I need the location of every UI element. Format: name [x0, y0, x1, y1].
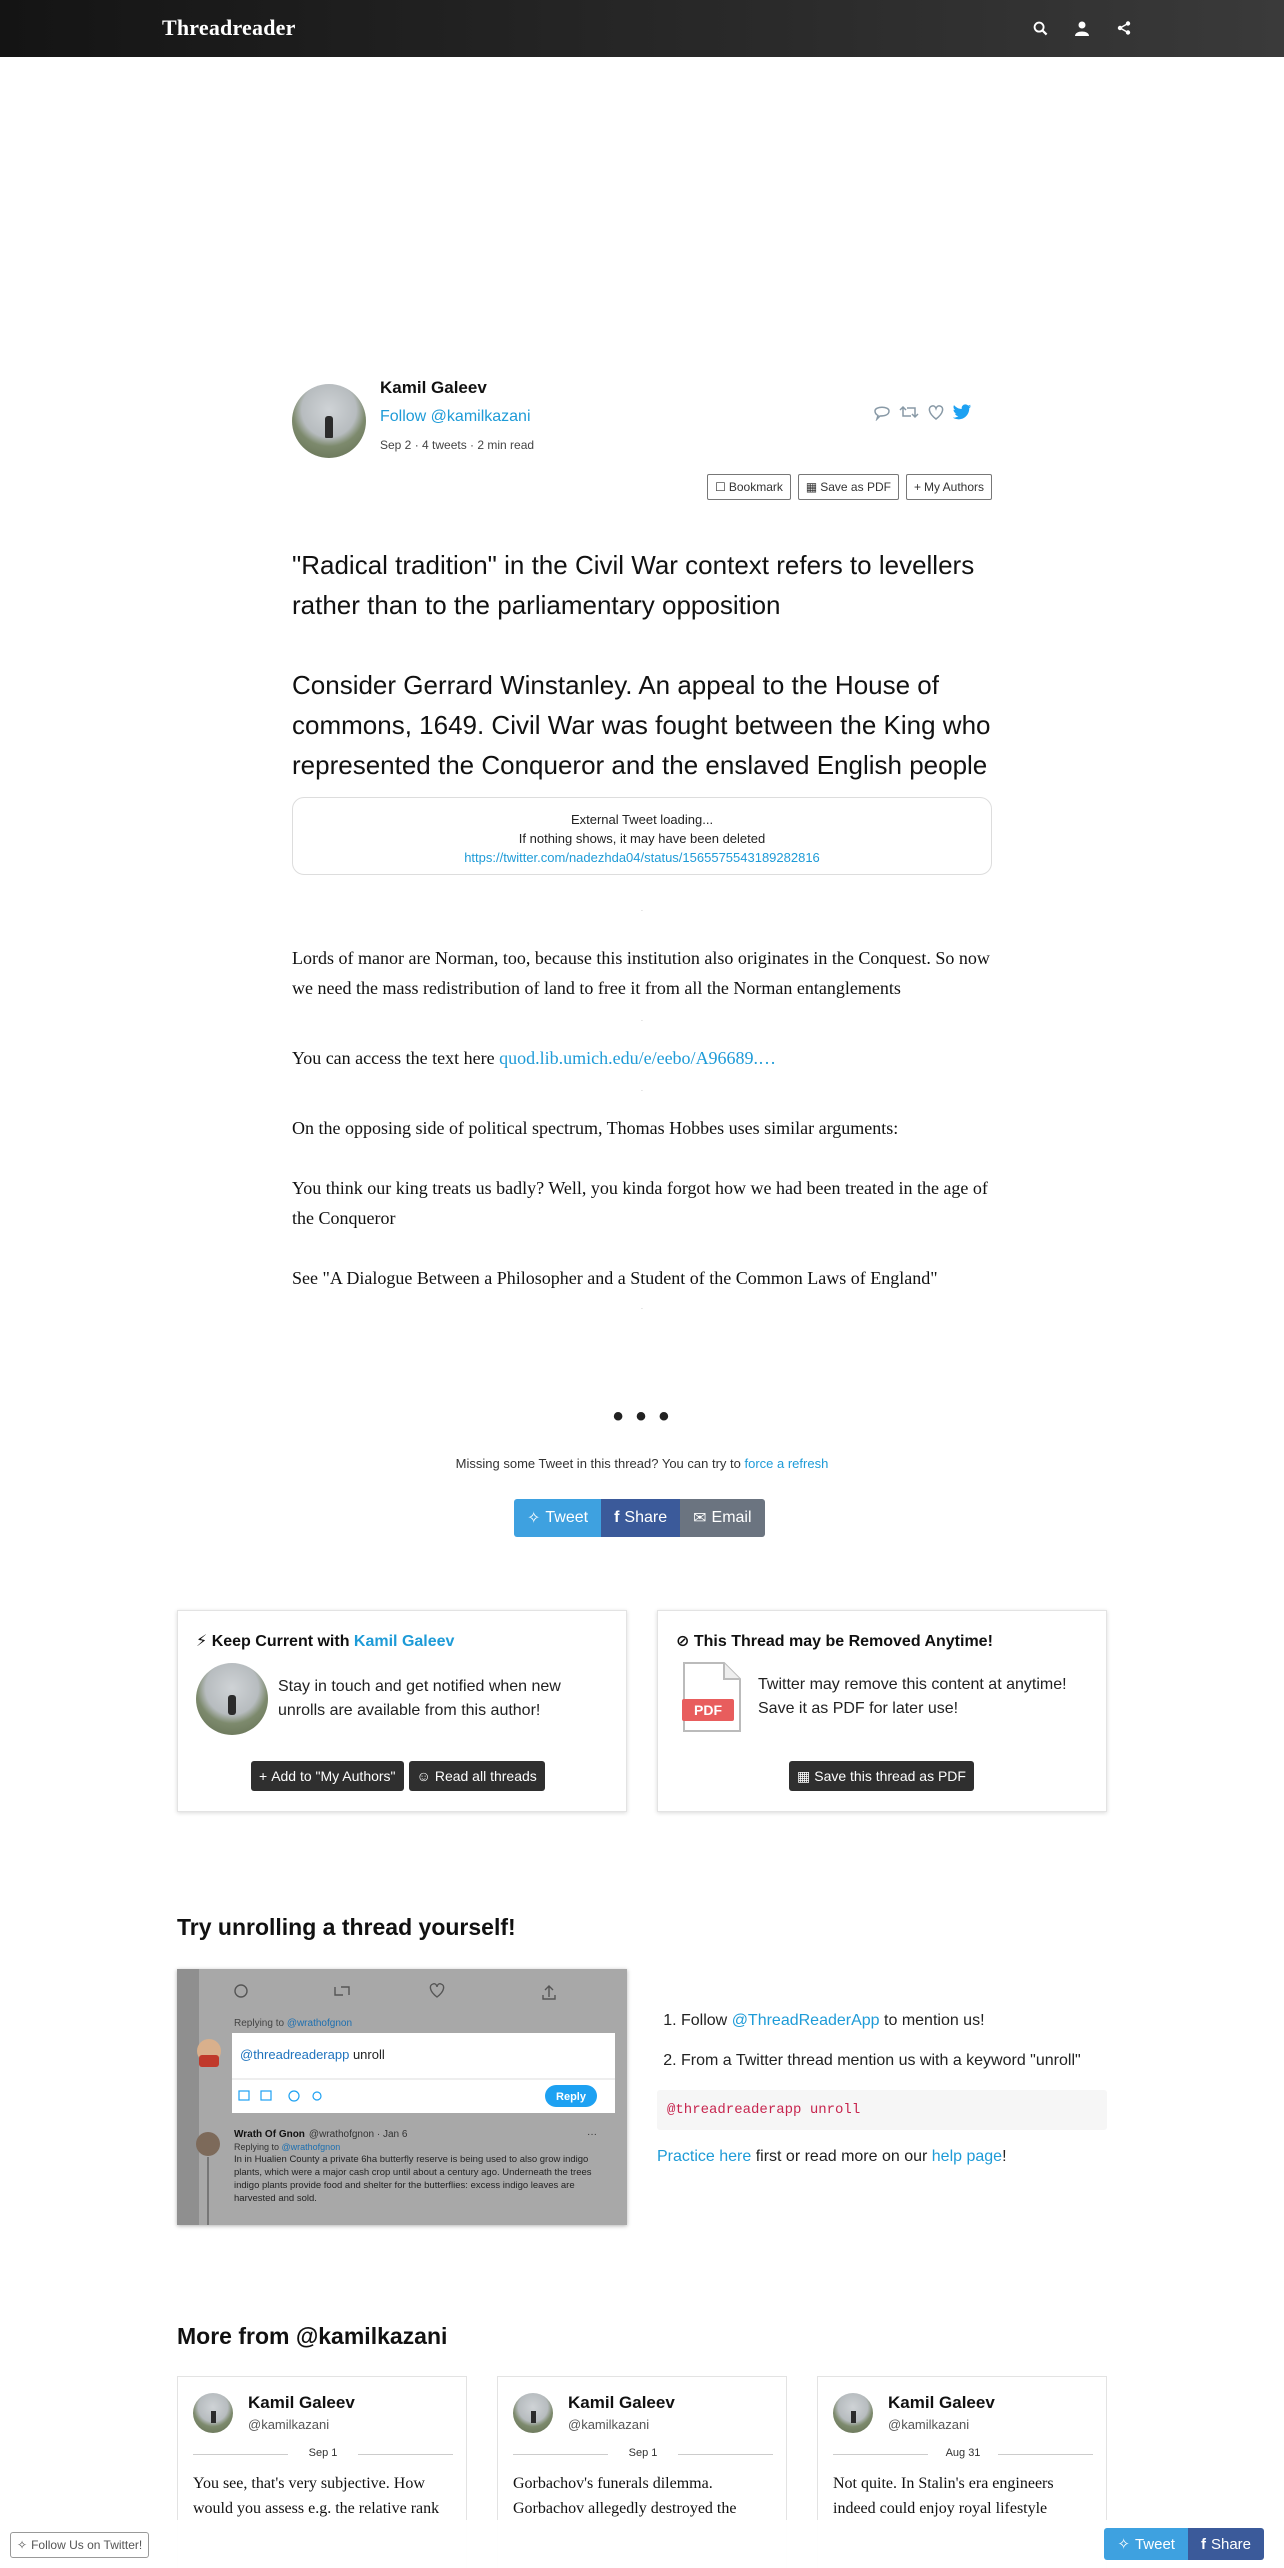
keep-current-prefix: Keep Current with [211, 1633, 354, 1650]
footer-tweet-label: Tweet [1134, 2535, 1175, 2553]
svg-text:···: ··· [587, 2129, 597, 2140]
author-avatar [833, 2393, 873, 2433]
save-pdf-label: Save as PDF [820, 480, 891, 494]
more-from-author-title: More from @kamilkazani [177, 2323, 448, 2349]
facebook-icon: f [614, 1509, 620, 1526]
author-avatar [196, 1663, 268, 1735]
add-to-my-authors-button[interactable] [251, 1761, 404, 1791]
save-thread-pdf-label: Save this thread as PDF [814, 1768, 966, 1784]
example-tweet-replying-label: Replying to [234, 2142, 282, 2152]
twitter-icon: ✧ [1117, 2536, 1130, 2553]
example-replying-handle: @wrathofgnon [286, 2018, 353, 2029]
save-pdf-button[interactable] [798, 474, 899, 500]
email-share-button[interactable] [680, 1499, 764, 1537]
thread-author-header [292, 378, 992, 508]
keep-current-title [196, 1631, 454, 1651]
author-avatar[interactable] [292, 384, 366, 458]
card-text: Not quite. In Stalin's era engineers indeed could enjoy royal lifestyle [833, 2475, 1054, 2517]
thread-end-ellipsis: • • • [612, 1400, 672, 1433]
tweet-text-5: On the opposing side of political spectrum, Thomas Hobbes uses similar arguments: [292, 1118, 899, 1138]
twitter-icon: ✧ [527, 1510, 541, 1527]
step-mention: 2. From a Twitter thread mention us with a keyword "unroll" [681, 2050, 1107, 2072]
practice-mid: first or read more on our [751, 2148, 932, 2165]
tweet-separator: · [640, 1304, 644, 1313]
tweet-actions [872, 403, 972, 426]
my-authors-label: My Authors [923, 480, 984, 494]
removal-title-text: This Thread may be Removed Anytime! [693, 1633, 993, 1650]
share-icon[interactable] [1114, 18, 1134, 38]
card-author-name: Kamil Galeev [248, 2393, 355, 2412]
card-date: Sep 1 [193, 2447, 453, 2459]
tweet-separator: · [640, 906, 644, 915]
thread-share-buttons [514, 1499, 765, 1537]
tweet-text-7: See "A Dialogue Between a Philosopher and a Student of the Common Laws of England" [292, 1268, 938, 1288]
ban-icon: ⊘ [676, 1633, 690, 1650]
my-authors-button[interactable] [906, 474, 992, 500]
external-tweet-embed [292, 797, 992, 875]
bookmark-icon: ☐ [715, 480, 726, 494]
removal-body: Twitter may remove this content at anytime! Save it as PDF for later use! [758, 1676, 1067, 1717]
external-tweet-loading: External Tweet loading... [570, 812, 714, 827]
top-navbar [0, 0, 1284, 57]
card-author-handle: @kamilkazani [248, 2417, 330, 2432]
pdf-badge-label: PDF [694, 1702, 722, 1718]
tweet-text-6: You think our king treats us badly? Well, you kinda forgot how we had been treated in the age of the Conqueror [292, 1178, 988, 1228]
author-avatar [513, 2393, 553, 2433]
pdf-file-icon [682, 1661, 742, 1733]
facebook-share-label: Share [624, 1509, 668, 1526]
plus-icon: + [259, 1768, 268, 1784]
footer-share-label: Share [1210, 2535, 1251, 2553]
user-outline-icon: ☺ [416, 1768, 431, 1784]
tweet-share-button[interactable] [514, 1499, 601, 1537]
card-author-handle: @kamilkazani [888, 2417, 970, 2432]
unroll-example-screenshot [177, 1969, 627, 2225]
example-tweet-meta: @wrathofgnon · Jan 6 [308, 2129, 408, 2140]
tweet-text-4 [292, 1043, 992, 1073]
step-follow [681, 2010, 1107, 2032]
logo-text-reader: reader [232, 15, 296, 40]
tweet-text-2: Consider Gerrard Winstanley. An appeal to the House of commons, 1649. Civil War was fought between the King who represented the Conqueror and the enslaved English people [292, 670, 991, 780]
missing-tweet-notice [0, 1456, 1284, 1471]
card-text: Gorbachov's funerals dilemma. Gorbachov allegedly destroyed the [513, 2475, 737, 2517]
card-author-handle: @kamilkazani [568, 2417, 650, 2432]
keep-current-card [177, 1610, 627, 1812]
twitter-bird-icon[interactable] [952, 404, 972, 426]
read-all-threads-label: Read all threads [434, 1768, 537, 1784]
bookmark-button[interactable] [707, 474, 791, 500]
thread-meta: Sep 2 · 4 tweets · 2 min read [380, 438, 535, 452]
twitter-reply-illustration [177, 1969, 627, 2225]
envelope-icon: ✉ [693, 1510, 707, 1527]
like-icon[interactable] [926, 403, 946, 426]
retweet-icon[interactable] [898, 403, 920, 426]
card-author-name: Kamil Galeev [568, 2393, 675, 2412]
external-tweet-link[interactable]: https://twitter.com/nadezhda04/status/1565575543189282816 [464, 850, 820, 865]
example-tweet-text: In in Hualien County a private 6ha butterfly reserve is being used to also grow indigo plants, which were a major cash crop until about a century ago. Underneath the trees indigo plants provide food and shelter for the butterflies: excess indigo leaves are harvested and sold. [234, 2154, 592, 2204]
bolt-icon: ⚡︎ [196, 1633, 208, 1650]
facebook-icon: f [1200, 2535, 1206, 2553]
search-icon[interactable] [1030, 18, 1050, 38]
user-icon[interactable] [1072, 18, 1092, 38]
threadreaderapp-link[interactable]: @ThreadReaderApp [731, 2012, 880, 2029]
external-tweet-note: If nothing shows, it may have been deleted [518, 831, 766, 846]
help-page-link[interactable]: help page [931, 2148, 1003, 2165]
author-name[interactable]: Kamil Galeev [380, 378, 487, 397]
example-tweet-author: Wrath Of Gnon [234, 2129, 305, 2140]
save-thread-pdf-button[interactable] [789, 1761, 974, 1791]
source-text-link[interactable]: quod.lib.umich.edu/e/eebo/A96689.… [499, 1048, 777, 1068]
tweet-text-1: "Radical tradition" in the Civil War context refers to levellers rather than to the parliamentary opposition [292, 550, 975, 620]
footer-share-button[interactable] [1188, 2528, 1264, 2560]
try-unroll-title: Try unrolling a thread yourself! [177, 1914, 516, 1940]
keep-current-body: Stay in touch and get notified when new unrolls are available from this author! [278, 1678, 561, 1719]
svg-text:Wrath Of Gnon@wrathofgnon · Ja [234, 2129, 408, 2140]
email-share-label: Email [711, 1509, 752, 1526]
follow-author-link[interactable]: Follow @kamilkazani [380, 408, 531, 425]
tweet-separator: · [640, 1086, 644, 1095]
card-date: Sep 1 [513, 2447, 773, 2459]
removal-title [676, 1631, 993, 1651]
example-reply-button: Reply [556, 2091, 586, 2103]
sticky-footer [0, 2520, 1284, 2568]
practice-here-link[interactable]: Practice here [657, 2148, 752, 2165]
file-pdf-icon: ▦ [805, 480, 818, 494]
thread-removal-card [657, 1610, 1107, 1812]
example-replying-label: Replying to [234, 2018, 287, 2029]
keep-current-author-link[interactable]: Kamil Galeev [353, 1633, 455, 1650]
read-all-threads-button[interactable] [409, 1761, 545, 1791]
add-to-my-authors-label: Add to "My Authors" [271, 1768, 396, 1784]
file-pdf-icon: ▦ [797, 1767, 811, 1784]
thread-content [292, 545, 992, 1319]
svg-text:Replying to @wrathofgnon [234, 2018, 352, 2029]
card-date: Aug 31 [833, 2447, 1093, 2459]
follow-us-label: Follow Us on Twitter! [31, 2538, 143, 2552]
step1-suffix: to mention us! [879, 2012, 985, 2029]
author-avatar [193, 2393, 233, 2433]
tweet-text-4-prefix: You can access the text here [292, 1048, 500, 1068]
practice-end: ! [1002, 2148, 1007, 2165]
card-text: You see, that's very subjective. How would you assess e.g. the relative rank [193, 2475, 440, 2517]
tweet-text-3: Lords of manor are Norman, too, because this institution also originates in the Conquest. So now we need the mass redistribution of land to free it from all the Norman entanglements [292, 948, 990, 998]
unroll-instructions [657, 2010, 1107, 2166]
footer-tweet-button[interactable] [1104, 2528, 1188, 2560]
card-author-name: Kamil Galeev [888, 2393, 995, 2412]
step1-prefix: Follow [681, 2012, 732, 2029]
app-logo[interactable] [162, 15, 296, 41]
tweet-share-label: Tweet [545, 1509, 589, 1526]
example-tweet-replying-handle: @wrathofgnon [281, 2142, 341, 2152]
unroll-command-code: @threadreaderapp unroll [657, 2090, 1107, 2130]
svg-text:Replying to @wrathofgnon [234, 2142, 340, 2152]
reply-icon[interactable] [872, 403, 892, 426]
example-input-handle: @threadreaderapp [240, 2047, 350, 2062]
svg-text:@threadreaderapp unroll [240, 2047, 385, 2062]
missing-tweet-text: Missing some Tweet in this thread? You can try to [455, 1456, 745, 1471]
tweet-separator: · [640, 1016, 644, 1025]
example-input-text: unroll [349, 2047, 385, 2062]
facebook-share-button[interactable] [601, 1499, 680, 1537]
follow-us-twitter-button[interactable] [10, 2532, 149, 2558]
bookmark-label: Bookmark [728, 480, 783, 494]
twitter-icon: ✧ [17, 2538, 28, 2552]
practice-line [657, 2148, 1107, 2166]
plus-icon: + [913, 480, 921, 494]
force-refresh-link[interactable]: force a refresh [744, 1456, 829, 1471]
logo-text-thread: Thread [162, 15, 233, 40]
